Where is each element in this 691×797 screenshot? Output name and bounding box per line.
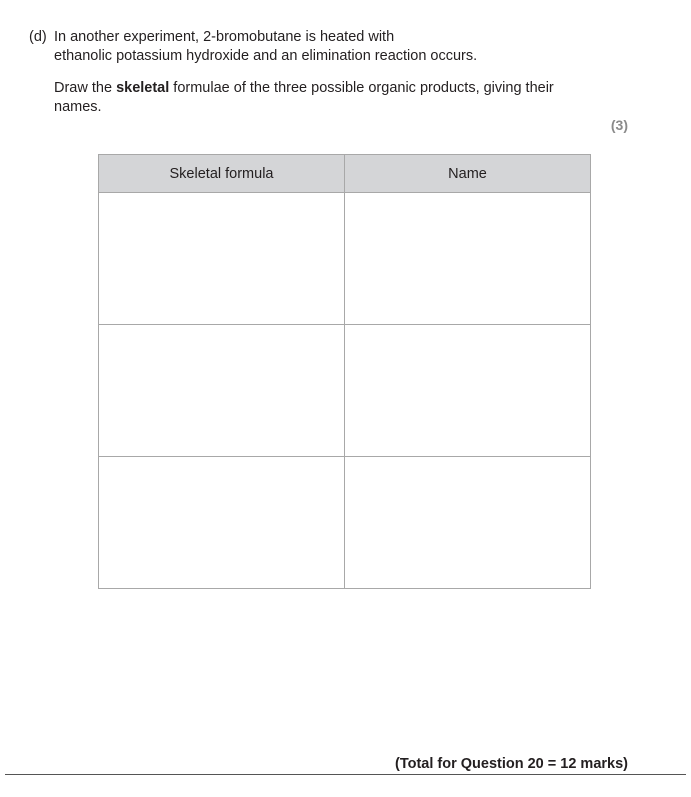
question-stem-line-1: In another experiment, 2-bromobutane is heated with — [54, 29, 395, 45]
instruction-text-end: formulae of the three possible organic products, giving their names. — [54, 80, 554, 115]
footer-divider — [5, 774, 686, 775]
answer-cell-name-2[interactable] — [345, 325, 591, 457]
question-total-marks: (Total for Question 20 = 12 marks) — [394, 756, 628, 772]
answer-row-1 — [99, 193, 591, 325]
question-instruction — [54, 79, 574, 117]
marks-allocation: (3) — [610, 117, 628, 133]
question-stem — [54, 28, 574, 66]
answer-cell-formula-1[interactable] — [99, 193, 345, 325]
answer-row-2 — [99, 325, 591, 457]
header-name: Name — [345, 155, 591, 193]
answer-cell-name-1[interactable] — [345, 193, 591, 325]
answer-cell-formula-3[interactable] — [99, 457, 345, 589]
question-part-label: (d) — [29, 29, 47, 45]
answer-cell-name-3[interactable] — [345, 457, 591, 589]
instruction-emphasis: skeletal — [116, 80, 170, 96]
instruction-text-start: Draw the — [54, 80, 117, 96]
header-skeletal-formula: Skeletal formula — [99, 155, 345, 193]
answer-cell-formula-2[interactable] — [99, 325, 345, 457]
answer-row-3 — [99, 457, 591, 589]
answer-table — [98, 154, 591, 589]
answer-table-header-row — [99, 155, 591, 193]
question-stem-line-2: ethanolic potassium hydroxide and an elimination reaction occurs. — [54, 48, 478, 64]
